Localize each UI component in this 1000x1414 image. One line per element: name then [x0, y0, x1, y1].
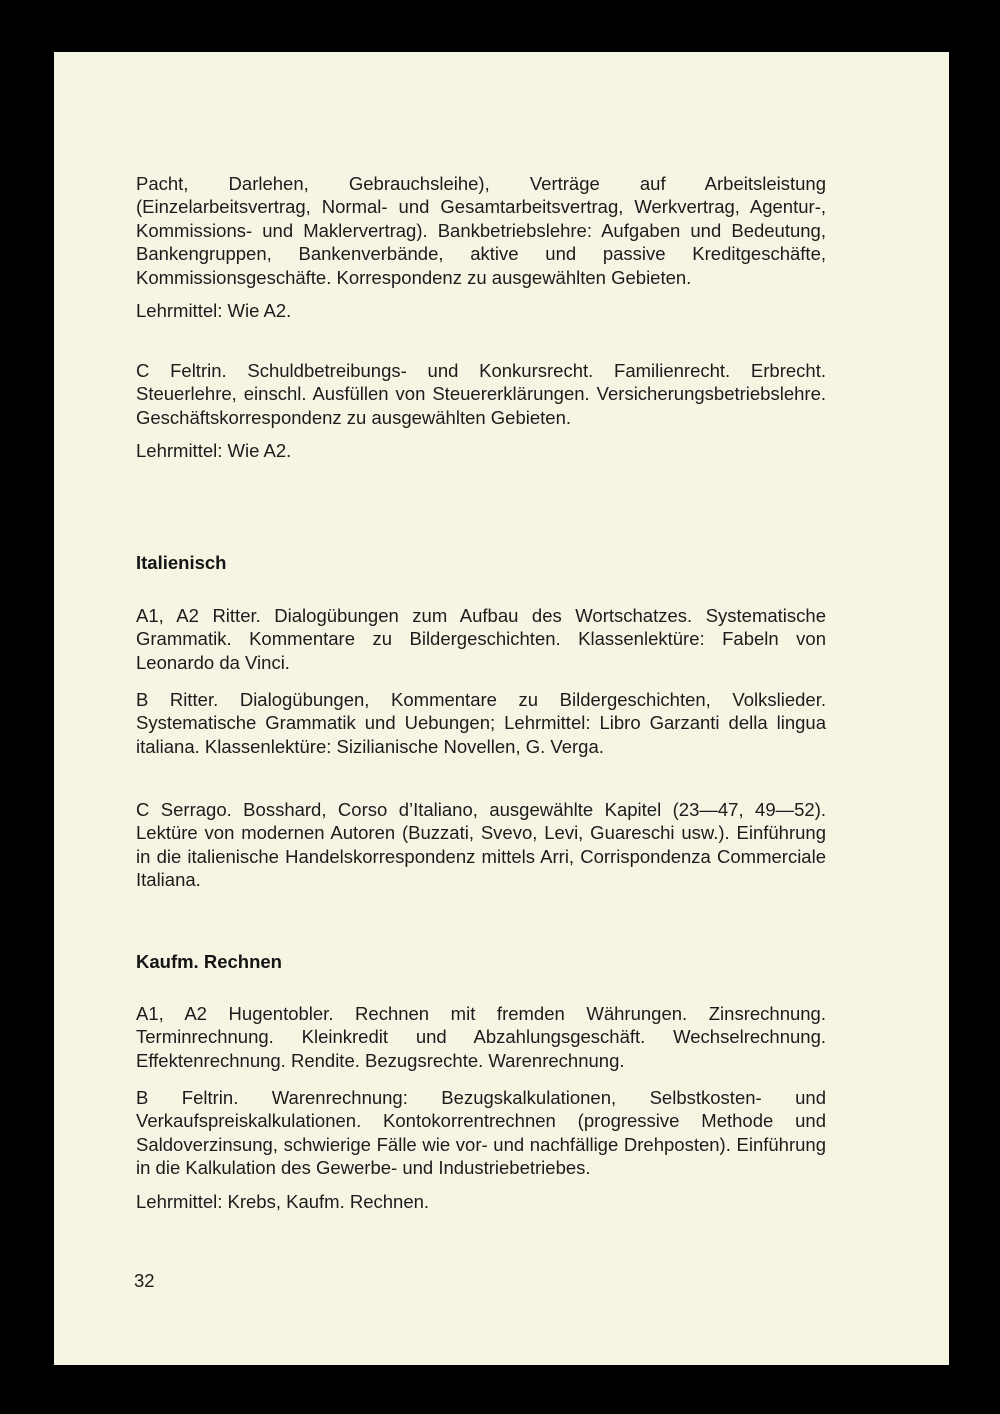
intro-materials: Lehrmittel: Wie A2.	[136, 300, 292, 322]
intro-section	[136, 172, 826, 322]
italienisch-b	[136, 688, 826, 758]
intro-paragraph: Pacht, Darlehen, Gebrauchsleihe), Verträge auf Arbeitsleistung (Einzelarbeitsvertrag, Normal- und Gesamtarbeitsvertrag, Werkvertrag, Agentur-, Kommissions- und Maklervertrag). Bankbetriebslehre: Aufgaben und Bedeutung, Bankengruppen, Bankenverbände, aktive und passive Kreditgeschäfte, Kommissionsgeschäfte. Korrespondenz zu ausgewählten Gebieten.	[136, 173, 826, 288]
italienisch-c-paragraph: C Serrago. Bosshard, Corso d’Italiano, ausgewählte Kapitel (23—47, 49—52). Lektüre von modernen Autoren (Buzzati, Svevo, Levi, Guareschi usw.). Einführung in die italienische Handelskorrespondenz mittels Arri, Corrispondenza Commerciale Italiana.	[136, 799, 826, 891]
rechnen-heading: Kaufm. Rechnen	[136, 951, 282, 972]
document-page	[54, 52, 949, 1365]
section-c-paragraph: C Feltrin. Schuldbetreibungs- und Konkursrecht. Familienrecht. Erbrecht. Steuerlehre, einschl. Ausfüllen von Steuererklärungen. Versicherungsbetriebslehre. Geschäftskorrespondenz zu ausgewählten Gebieten.	[136, 360, 826, 428]
italienisch-a	[136, 604, 826, 674]
italienisch-c	[136, 798, 826, 892]
italienisch-heading: Italienisch	[136, 552, 227, 573]
rechnen-b-paragraph: B Feltrin. Warenrechnung: Bezugskalkulationen, Selbstkosten- und Verkaufspreiskalkulationen. Kontokorrentrechnen (progressive Methode und Saldoverzinsung, schwierige Fälle wie vor- und nachfällige Drehposten). Einführung in die Kalkulation des Gewerbe- und Industriebetriebes.	[136, 1087, 826, 1179]
rechnen-b	[136, 1086, 826, 1213]
rechnen-a	[136, 1002, 826, 1072]
rechnen-materials: Lehrmittel: Krebs, Kaufm. Rechnen.	[136, 1190, 430, 1212]
italienisch-b-paragraph: B Ritter. Dialogübungen, Kommentare zu Bildergeschichten, Volkslieder. Systematische Grammatik und Uebungen; Lehrmittel: Libro Garzanti della lingua italiana. Klassenlektüre: Sizilianische Novellen, G. Verga.	[136, 689, 826, 757]
rechnen-a-paragraph: A1, A2 Hugentobler. Rechnen mit fremden Währungen. Zinsrechnung. Terminrechnung. Kleinkredit und Abzahlungsgeschäft. Wechselrechnung. Effektenrechnung. Rendite. Bezugsrechte. Warenrechnung.	[136, 1003, 826, 1071]
italienisch-a-paragraph: A1, A2 Ritter. Dialogübungen zum Aufbau des Wortschatzes. Systematische Grammatik. Kommentare zu Bildergeschichten. Klassenlektüre: Fabeln von Leonardo da Vinci.	[136, 605, 826, 673]
page-number: 32	[134, 1270, 155, 1291]
section-c	[136, 359, 826, 463]
section-c-materials: Lehrmittel: Wie A2.	[136, 440, 292, 462]
